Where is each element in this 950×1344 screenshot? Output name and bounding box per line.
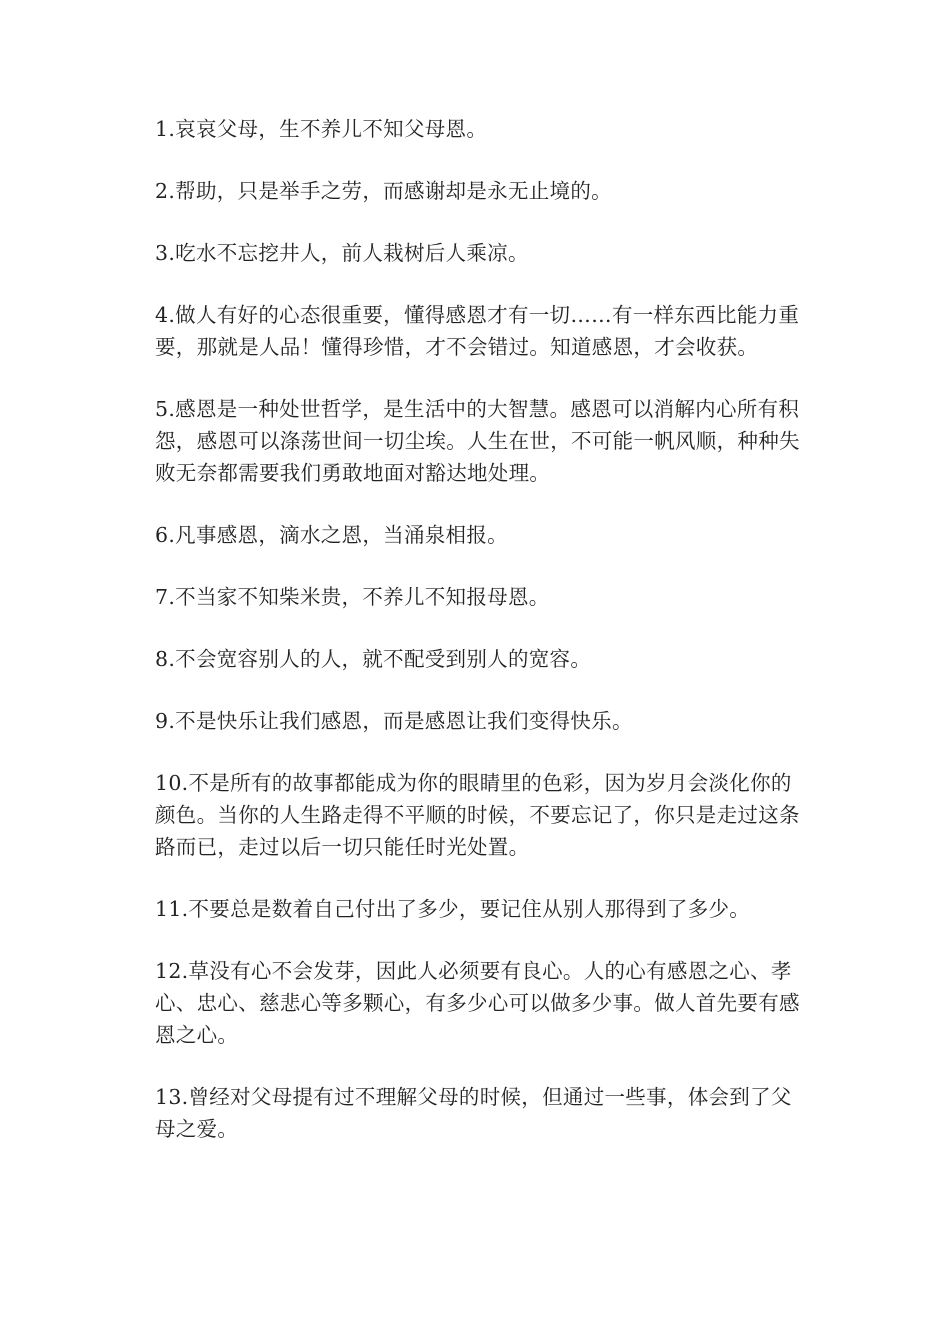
paragraph-5: 5.感恩是一种处世哲学，是生活中的大智慧。感恩可以消解内心所有积怨，感恩可以涤荡世间一切尘埃。人生在世，不可能一帆风顺，种种失败无奈都需要我们勇敢地面对豁达地处理。 [155,397,800,485]
paragraph-11: 11.不要总是数着自己付出了多少，要记住从别人那得到了多少。 [155,897,751,921]
paragraph-7: 7.不当家不知柴米贵，不养儿不知报母恩。 [155,585,550,609]
document-body [155,113,800,1175]
paragraph-1: 1.哀哀父母，生不养儿不知父母恩。 [155,117,488,141]
paragraph-8: 8.不会宽容别人的人，就不配受到别人的宽容。 [155,647,592,671]
paragraph-10: 10.不是所有的故事都能成为你的眼睛里的色彩，因为岁月会淡化你的颜色。当你的人生路走得不平顺的时候，不要忘记了，你只是走过这条路而已，走过以后一切只能任时光处置。 [155,771,800,859]
paragraph-3: 3.吃水不忘挖井人，前人栽树后人乘凉。 [155,241,529,265]
paragraph-4: 4.做人有好的心态很重要，懂得感恩才有一切……有一样东西比能力重要，那就是人品！懂得珍惜，才不会错过。知道感恩，才会收获。 [155,303,800,359]
paragraph-13: 13.曾经对父母提有过不理解父母的时候，但通过一些事，体会到了父母之爱。 [155,1085,792,1141]
paragraph-2: 2.帮助，只是举手之劳，而感谢却是永无止境的。 [155,179,612,203]
paragraph-12: 12.草没有心不会发芽，因此人必须要有良心。人的心有感恩之心、孝心、忠心、慈悲心等多颗心，有多少心可以做多少事。做人首先要有感恩之心。 [155,959,800,1047]
paragraph-9: 9.不是快乐让我们感恩，而是感恩让我们变得快乐。 [155,709,633,733]
paragraph-6: 6.凡事感恩，滴水之恩，当涌泉相报。 [155,523,508,547]
